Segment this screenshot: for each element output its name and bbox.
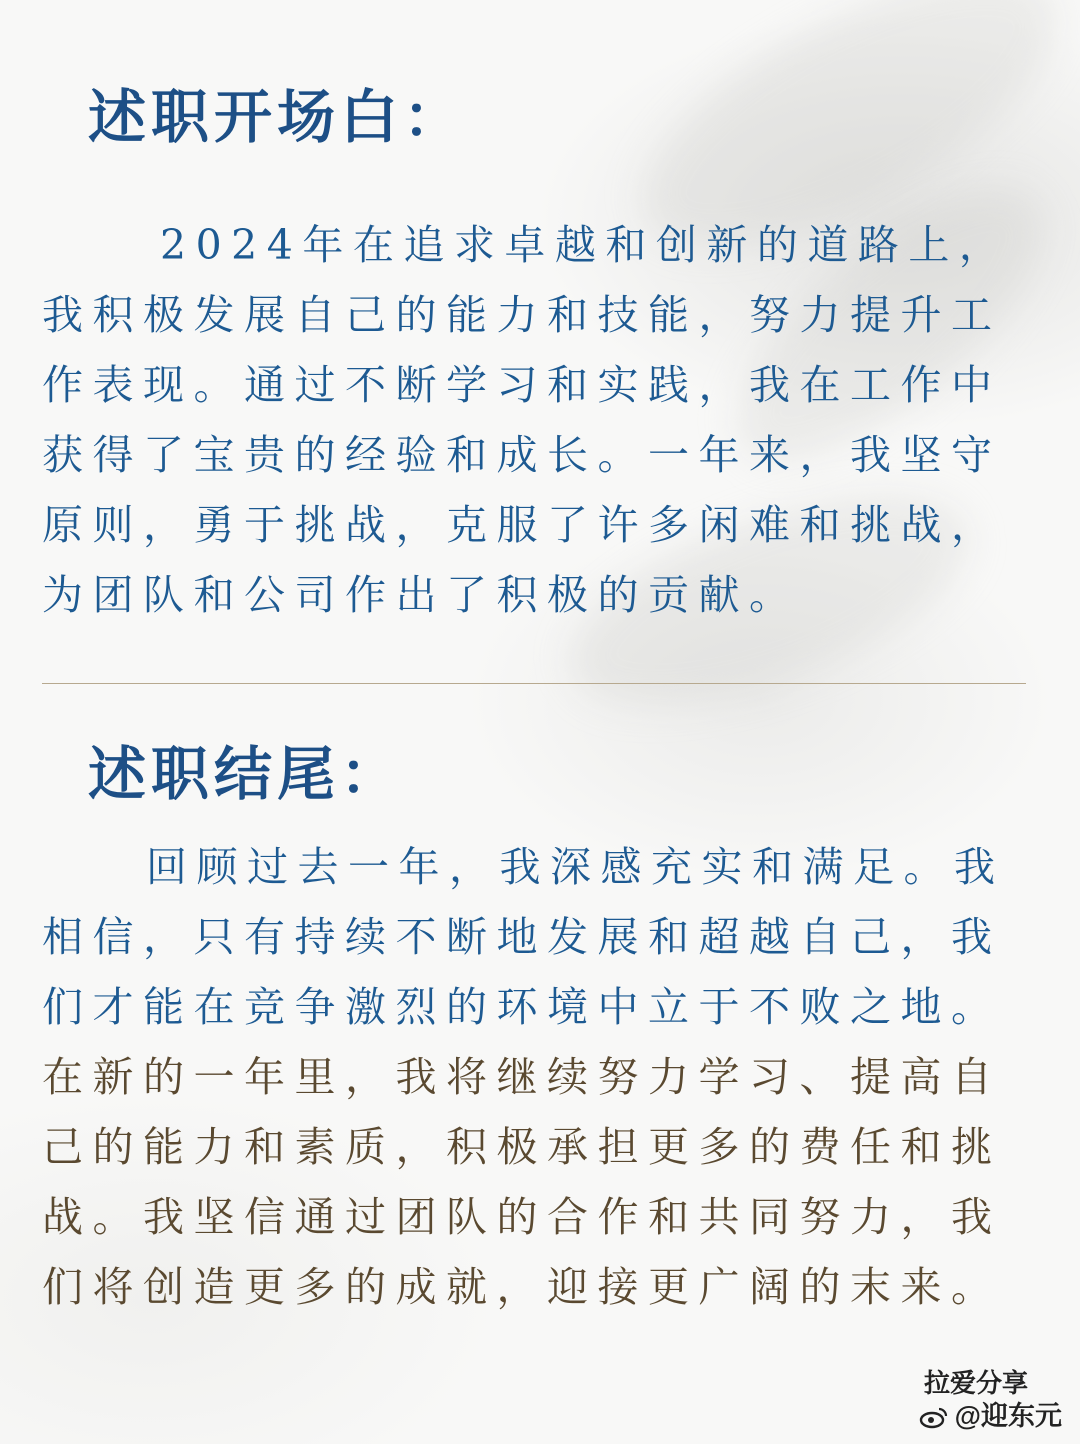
- paragraph-line: 们将创造更多的成就，迎接更广阔的末来。: [42, 1263, 1002, 1311]
- paragraph-line: 在新的一年里，我将继续努力学习、提高自: [42, 1053, 1002, 1101]
- paragraph-line: 己的能力和素质，积极承担更多的费任和挑: [42, 1123, 1002, 1171]
- paragraph-line: 为团队和公司作出了积极的贡献。: [42, 571, 800, 619]
- closing-heading: 述职结尾：: [88, 740, 404, 808]
- paragraph-line: 战。我坚信通过团队的合作和共同努力，我: [42, 1193, 1002, 1241]
- watermark: [919, 1403, 1062, 1430]
- weibo-logo-icon: [919, 1405, 949, 1429]
- paragraph-line: 我积极发展自己的能力和技能，努力提升工: [42, 291, 1002, 339]
- paragraph-line: 相信，只有持续不断地发展和超越自己，我: [42, 913, 1002, 961]
- paragraph-line: 回顾过去一年，我深感充实和满足。我: [146, 843, 1005, 891]
- opening-heading: 述职开场白：: [88, 83, 467, 151]
- paragraph-line: 们才能在竞争激烈的环境中立于不败之地。: [42, 983, 1002, 1031]
- watermark-handle: @迎东元: [954, 1401, 1062, 1431]
- opening-paragraph: [42, 210, 1010, 630]
- watermark-label: 拉爱分享: [923, 1368, 1028, 1398]
- paragraph-line: 作表现。通过不断学习和实践，我在工作中: [42, 361, 1002, 409]
- section-divider: [42, 683, 1026, 684]
- closing-paragraph: [42, 832, 1005, 1322]
- paragraph-line: 获得了宝贵的经验和成长。一年来，我坚守: [42, 431, 1002, 479]
- paragraph-line: 原则，勇于挑战，克服了许多闲难和挑战，: [42, 501, 1002, 549]
- paragraph-line: 2024年在追求卓越和创新的道路上，: [160, 221, 1010, 269]
